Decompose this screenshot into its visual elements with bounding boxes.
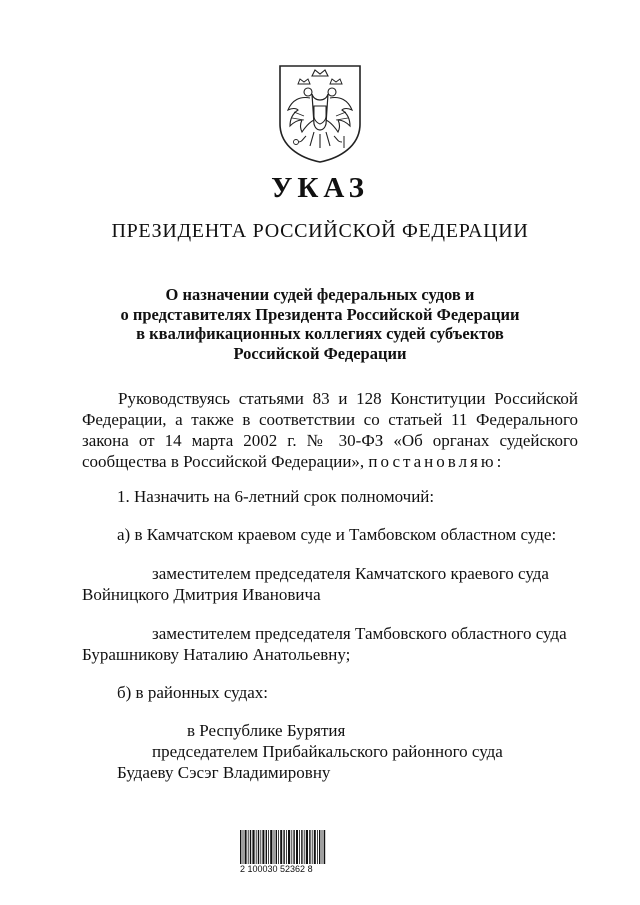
decree-word: постановляю:	[368, 452, 505, 471]
appointment-name: Будаеву Сэсэг Владимировну	[117, 763, 331, 782]
title-line: в квалификационных коллегиях судей субъектов	[136, 324, 504, 343]
region-heading: в Республике Бурятия	[187, 721, 346, 740]
document-type-heading: УКАЗ	[271, 172, 369, 204]
appointment-position: заместителем председателя Камчатского краевого суда	[152, 564, 549, 583]
issuer-heading: ПРЕЗИДЕНТА РОССИЙСКОЙ ФЕДЕРАЦИИ	[111, 220, 529, 242]
barcode	[240, 826, 328, 866]
russian-coat-of-arms-icon	[274, 62, 366, 164]
appointment-name: Бурашникову Наталию Анатольевну;	[82, 645, 351, 664]
preamble-last-line	[82, 452, 504, 472]
title-line: О назначении судей федеральных судов и	[165, 285, 475, 304]
barcode-number: 2 100030 52362 8	[240, 864, 313, 874]
item-1: 1. Назначить на 6-летний срок полномочий:	[117, 487, 435, 506]
decree-title	[0, 285, 640, 363]
preamble-line: сообщества в Российской Федерации»,	[82, 452, 365, 471]
appointment-name: Войницкого Дмитрия Ивановича	[82, 585, 321, 604]
title-line: Российской Федерации	[233, 343, 407, 363]
preamble-line: Федерации, а также в соответствии со статьей 11 Федерального	[82, 410, 578, 429]
appointment-position: заместителем председателя Тамбовского областного суда	[152, 624, 567, 643]
appointment-position: председателем Прибайкальского районного суда	[152, 742, 503, 761]
preamble-line: Руководствуясь статьями 83 и 128 Конституции Российской	[118, 389, 578, 408]
title-line: о представителях Президента Российской Федерации	[120, 304, 520, 324]
section-a-heading: а) в Камчатском краевом суде и Тамбовском областном суде:	[117, 525, 557, 544]
preamble-line: закона от 14 марта 2002 г. № 30-ФЗ «Об органах судейского	[82, 431, 578, 450]
section-b-heading: б) в районных судах:	[117, 683, 269, 702]
